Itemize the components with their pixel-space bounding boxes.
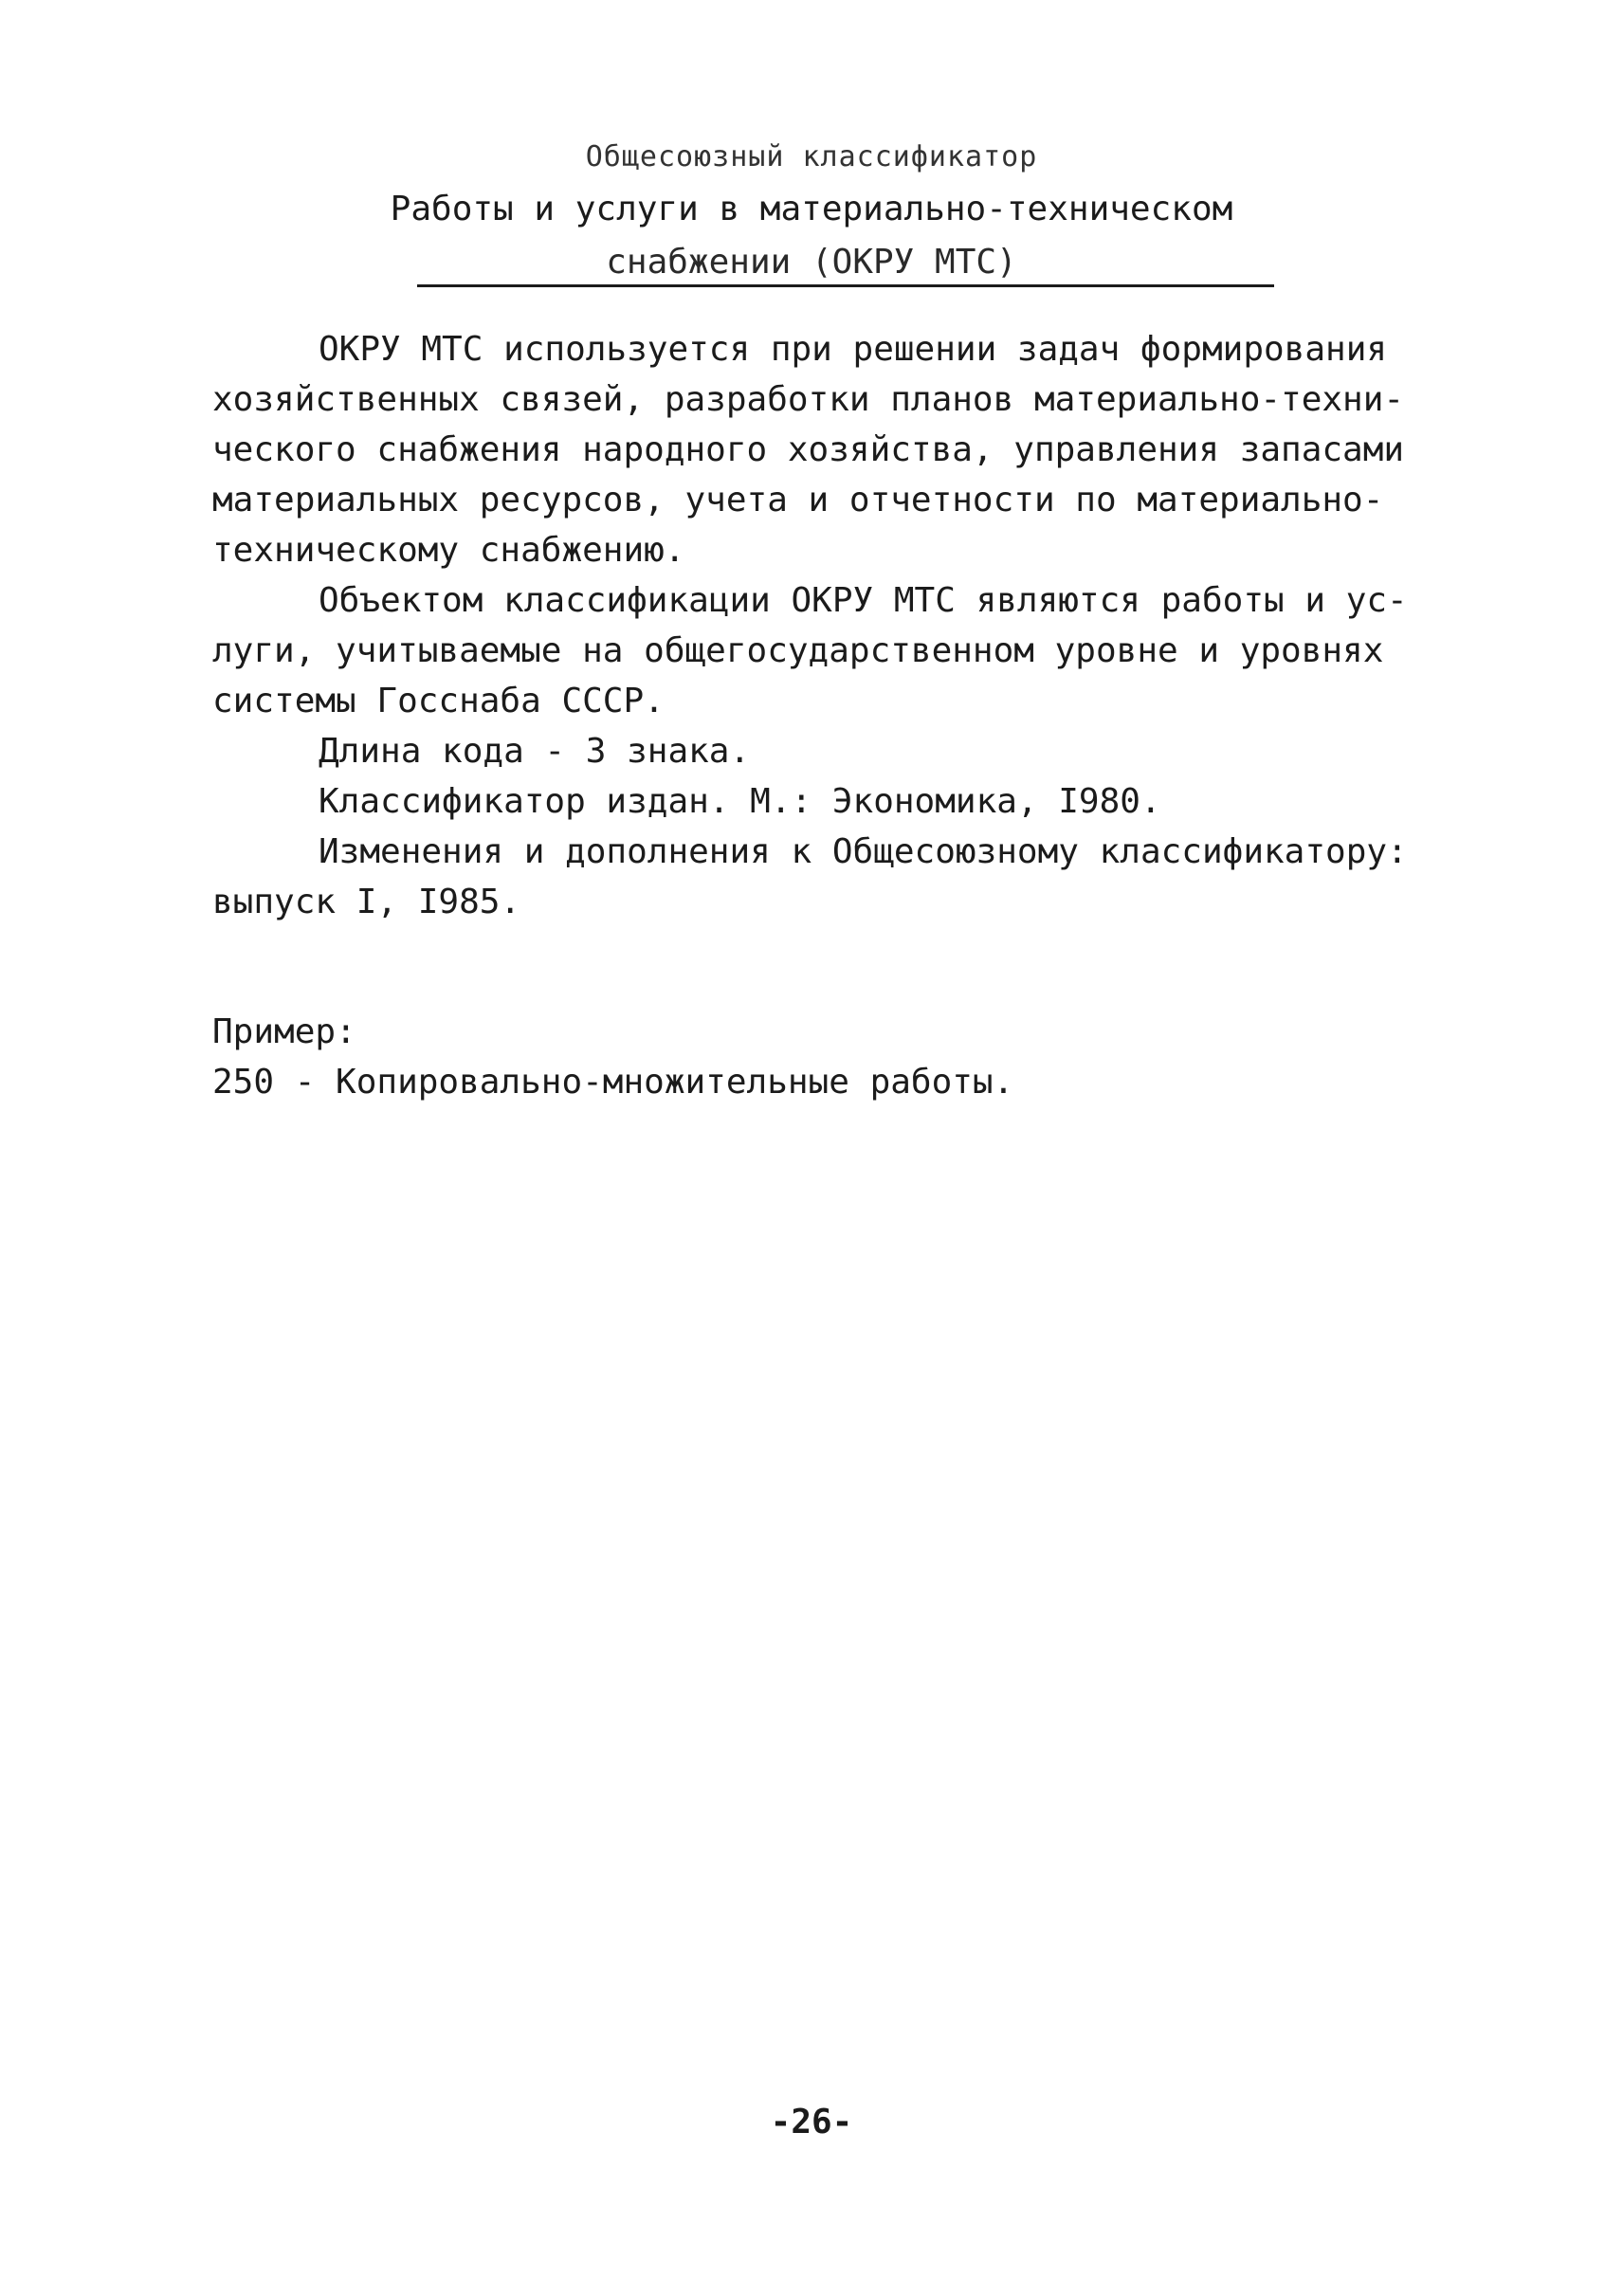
text-line: ческого снабжения народного хозяйства, управления запасами — [212, 430, 1405, 469]
page-number: -26- — [770, 2103, 853, 2141]
text-line: Классификатор издан. М.: Экономика, I980. — [319, 782, 1161, 821]
text-line: выпуск I, I985. — [212, 883, 521, 921]
text-line: Изменения и дополнения к Общесоюзному классификатору: — [319, 832, 1408, 871]
classifier-type-heading: Общесоюзный классификатор — [585, 140, 1038, 173]
paragraph-object — [212, 575, 1441, 726]
paragraph-code-length — [212, 726, 1441, 776]
text-line: системы Госснаба СССР. — [212, 682, 665, 720]
document-title-line-2: снабжении (ОКРУ МТС) — [606, 243, 1017, 282]
text-line: Длина кода - 3 знака. — [319, 732, 751, 771]
paragraph-usage — [212, 324, 1441, 575]
text-line: материальных ресурсов, учета и отчетности по материально- — [212, 481, 1384, 519]
example-text: 250 - Копировально-множительные работы. — [212, 1063, 1014, 1102]
text-line: Объектом классификации ОКРУ МТС являются работы и ус- — [319, 581, 1408, 620]
document-title-line-1: Работы и услуги в материально-техническом — [390, 190, 1233, 228]
text-line: луги, учитываемые на общегосударственном уровне и уровнях — [212, 631, 1384, 670]
title-underline — [417, 284, 1274, 287]
text-line: хозяйственных связей, разработки планов материально-техни- — [212, 380, 1405, 419]
text-line: техническому снабжению. — [212, 531, 685, 570]
paragraph-publication — [212, 776, 1441, 827]
example-label: Пример: — [212, 1012, 356, 1051]
paragraph-changes — [212, 827, 1441, 927]
text-line: ОКРУ МТС используется при решении задач формирования — [319, 330, 1388, 369]
